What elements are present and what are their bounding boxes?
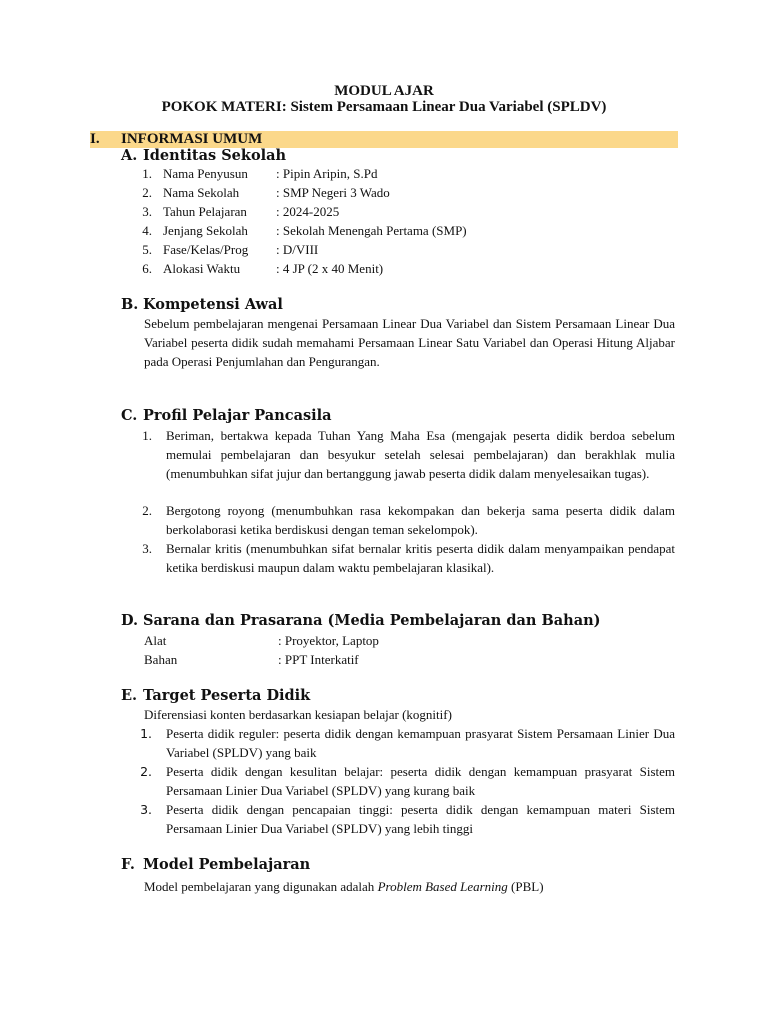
- identity-value: : 4 JP (2 x 40 Menit): [276, 261, 384, 276]
- identity-label: Nama Penyusun: [163, 166, 248, 181]
- identity-value: : Pipin Aripin, S.Pd: [276, 166, 378, 181]
- list-item: Bernalar kritis (menumbuhkan sifat bernalar kritis peserta didik dalam menyampaikan pendapat ketika berdiskusi maupun dalam waktu pembelajaran klasikal).: [166, 541, 675, 575]
- list-item: Beriman, bertakwa kepada Tuhan Yang Maha Esa (mengajak peserta didik berdoa sebelum memulai pembelajaran dan besyukur setelah selesai pembelajaran) dan berakhlak mulia (menumbuhkan sifat jujur dan bertanggung jawab peserta didik dalam menyelesaikan tugas).: [166, 428, 675, 481]
- list-item: Peserta didik reguler: peserta didik dengan kemampuan prasyarat Sistem Persamaan Linier Dua Variabel (SPLDV) yang baik: [166, 726, 675, 760]
- identity-label: Jenjang Sekolah: [163, 223, 248, 238]
- list-number: 3.: [140, 802, 152, 817]
- subsection-title: Model Pembelajaran: [143, 856, 311, 873]
- document-subtitle: POKOK MATERI: Sistem Persamaan Linear Dua Variabel (SPLDV): [161, 99, 607, 115]
- list-number: 1.: [140, 726, 152, 741]
- list-number: 2.: [142, 503, 152, 518]
- list-number: 4.: [142, 223, 152, 238]
- subsection-heading-sarana: [121, 612, 601, 630]
- sarana-value: : Proyektor, Laptop: [278, 633, 379, 648]
- list-number: 6.: [142, 261, 152, 276]
- list-number: 5.: [142, 242, 152, 257]
- section-number: I.: [90, 131, 100, 147]
- subsection-heading-model: [121, 856, 310, 874]
- identity-label: Tahun Pelajaran: [163, 204, 247, 219]
- subsection-letter: E.: [121, 687, 138, 704]
- list-item: Peserta didik dengan kesulitan belajar: peserta didik dengan kemampuan prasyarat Sistem Persamaan Linier Dua Variabel (SPLDV) yang kurang baik: [166, 764, 675, 798]
- list-number: 1.: [142, 428, 152, 443]
- model-text-before: Model pembelajaran yang digunakan adalah: [144, 879, 378, 894]
- document-title: MODUL AJAR: [334, 83, 434, 99]
- kompetensi-paragraph: Sebelum pembelajaran mengenai Persamaan Linear Dua Variabel dan Sistem Persamaan Linear Dua Variabel peserta didik sudah memahami Persamaan Linear Satu Variabel dan Operasi Hitung Aljabar pada Operasi Penjumlahan dan Pengurangan.: [144, 316, 675, 369]
- sarana-label: Bahan: [144, 652, 178, 667]
- identity-value: : Sekolah Menengah Pertama (SMP): [276, 223, 467, 238]
- list-number: 2.: [142, 185, 152, 200]
- identity-label: Nama Sekolah: [163, 185, 240, 200]
- subsection-letter: A.: [121, 147, 138, 164]
- model-text-italic: Problem Based Learning: [377, 879, 508, 894]
- target-intro: Diferensiasi konten berdasarkan kesiapan belajar (kognitif): [144, 707, 452, 722]
- list-number: 3.: [142, 541, 152, 556]
- subsection-title: Sarana dan Prasarana (Media Pembelajaran dan Bahan): [143, 612, 601, 629]
- subsection-title: Identitas Sekolah: [143, 147, 287, 164]
- identity-value: : D/VIII: [276, 242, 319, 257]
- list-number: 1.: [142, 166, 152, 181]
- identity-value: : SMP Negeri 3 Wado: [276, 185, 390, 200]
- section-title: INFORMASI UMUM: [121, 131, 263, 147]
- identity-label: Fase/Kelas/Prog: [163, 242, 249, 257]
- sarana-value: : PPT Interkatif: [278, 652, 359, 667]
- identity-value: : 2024-2025: [276, 204, 340, 219]
- identity-label: Alokasi Waktu: [163, 261, 241, 276]
- sarana-label: Alat: [144, 633, 167, 648]
- list-number: 3.: [142, 204, 152, 219]
- subsection-heading-kompetensi: [121, 296, 283, 314]
- list-item: Bergotong royong (menumbuhkan rasa kekompakan dan bekerja sama peserta didik dalam berkolaborasi ketika berdiskusi dengan teman sekelompok).: [166, 503, 675, 537]
- subsection-letter: C.: [121, 407, 138, 424]
- subsection-letter: D.: [121, 612, 139, 629]
- subsection-heading-profil: [121, 407, 332, 425]
- subsection-heading-identitas: [121, 147, 286, 165]
- subsection-heading-target: [121, 687, 310, 705]
- model-text-after: (PBL): [507, 879, 544, 894]
- list-number: 2.: [140, 764, 152, 779]
- subsection-title: Profil Pelajar Pancasila: [143, 407, 332, 424]
- subsection-title: Kompetensi Awal: [143, 296, 283, 313]
- list-item: Peserta didik dengan pencapaian tinggi: peserta didik dengan kemampuan materi Sistem Persamaan Linier Dua Variabel (SPLDV) yang lebih tinggi: [166, 802, 675, 836]
- model-paragraph: [144, 877, 544, 896]
- subsection-title: Target Peserta Didik: [143, 687, 311, 704]
- subsection-letter: F.: [121, 856, 135, 873]
- subsection-letter: B.: [121, 296, 139, 313]
